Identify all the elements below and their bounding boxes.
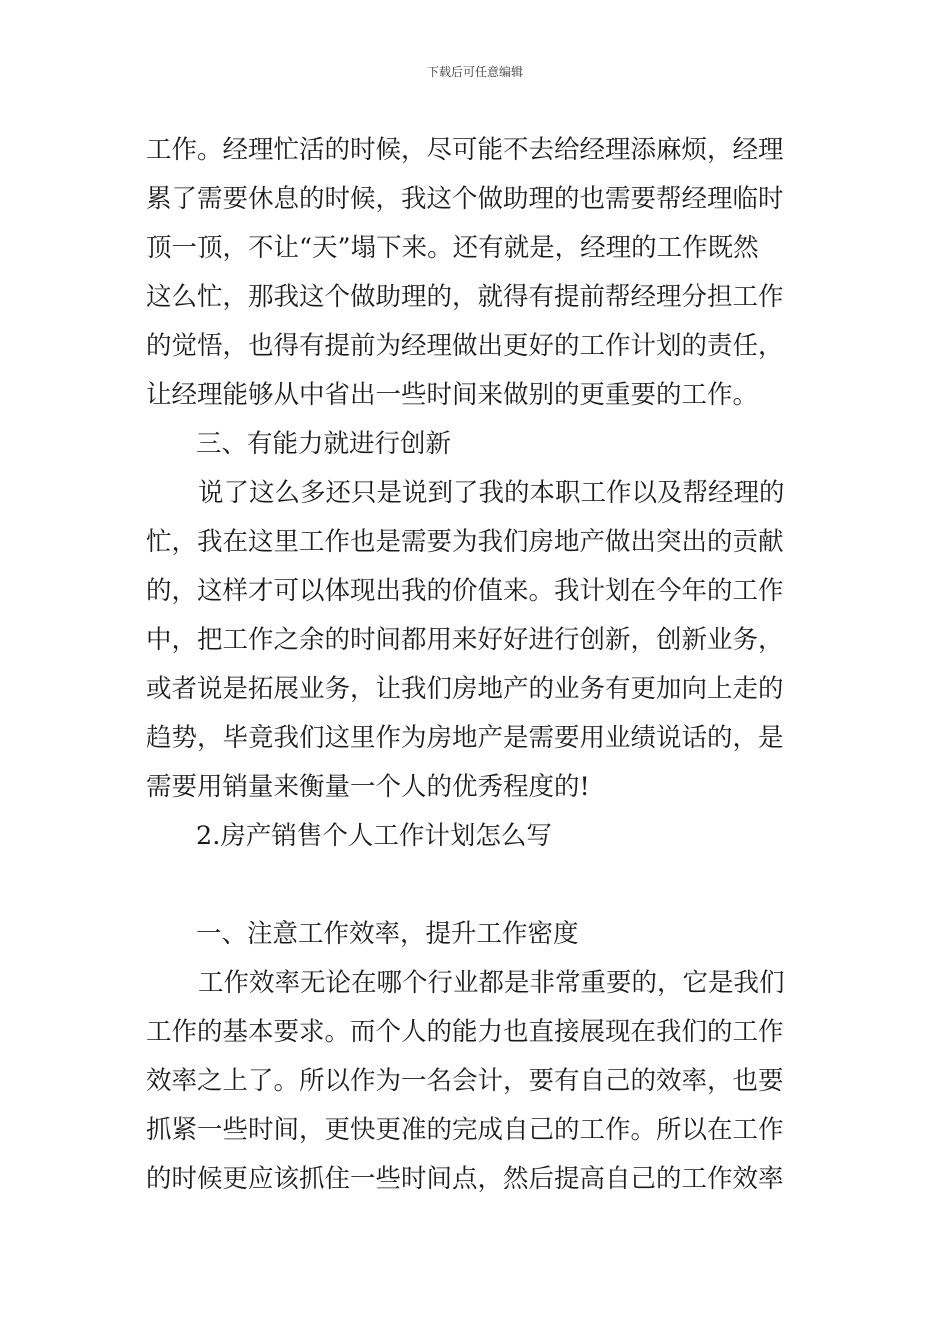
paragraph-line: 抓紧一些时间，更快更准的完成自己的工作。所以在工作 (146, 1115, 784, 1145)
section-title: 2.房产销售个人工作计划怎么写 (196, 821, 552, 851)
paragraph-line: 让经理能够从中省出一些时间来做别的更重要的工作。 (146, 380, 759, 410)
paragraph-line: 工作。经理忙活的时候，尽可能不去给经理添麻烦，经理 (146, 135, 784, 165)
paragraph-line: 效率之上了。所以作为一名会计，要有自己的效率，也要 (146, 1066, 784, 1096)
document-body (146, 126, 810, 1204)
paragraph-line: 这么忙，那我这个做助理的，就得有提前帮经理分担工作 (146, 282, 784, 312)
paragraph-line: 工作的基本要求。而个人的能力也直接展现在我们的工作 (146, 1017, 784, 1047)
paragraph-line: 工作效率无论在哪个行业都是非常重要的，它是我们 (198, 968, 785, 998)
paragraph-line: 说了这么多还只是说到了我的本职工作以及帮经理的 (198, 478, 785, 508)
page-header: 下载后可任意编辑 (426, 65, 523, 79)
paragraph-line: 需要用销量来衡量一个人的优秀程度的! (146, 772, 590, 802)
paragraph-line: 忙，我在这里工作也是需要为我们房地产做出突出的贡献 (146, 527, 784, 557)
paragraph-line: 趋势，毕竟我们这里作为房地产是需要用业绩说话的，是 (146, 723, 784, 753)
section-heading: 一、注意工作效率，提升工作密度 (196, 919, 579, 949)
paragraph-line: 的时候更应该抓住一些时间点，然后提高自己的工作效率 (146, 1164, 784, 1194)
paragraph-line: 中，把工作之余的时间都用来好好进行创新，创新业务， (146, 625, 784, 655)
paragraph-line: 累了需要休息的时候，我这个做助理的也需要帮经理临时 (146, 184, 784, 214)
blank-line (146, 861, 810, 910)
paragraph-line: 或者说是拓展业务，让我们房地产的业务有更加向上走的 (146, 674, 784, 704)
paragraph-line: 的，这样才可以体现出我的价值来。我计划在今年的工作 (146, 576, 784, 606)
paragraph-line: 的觉悟，也得有提前为经理做出更好的工作计划的责任， (146, 331, 784, 361)
paragraph-line: 顶一顶，不让“天”塌下来。还有就是，经理的工作既然 (146, 233, 759, 263)
section-heading: 三、有能力就进行创新 (196, 429, 452, 459)
